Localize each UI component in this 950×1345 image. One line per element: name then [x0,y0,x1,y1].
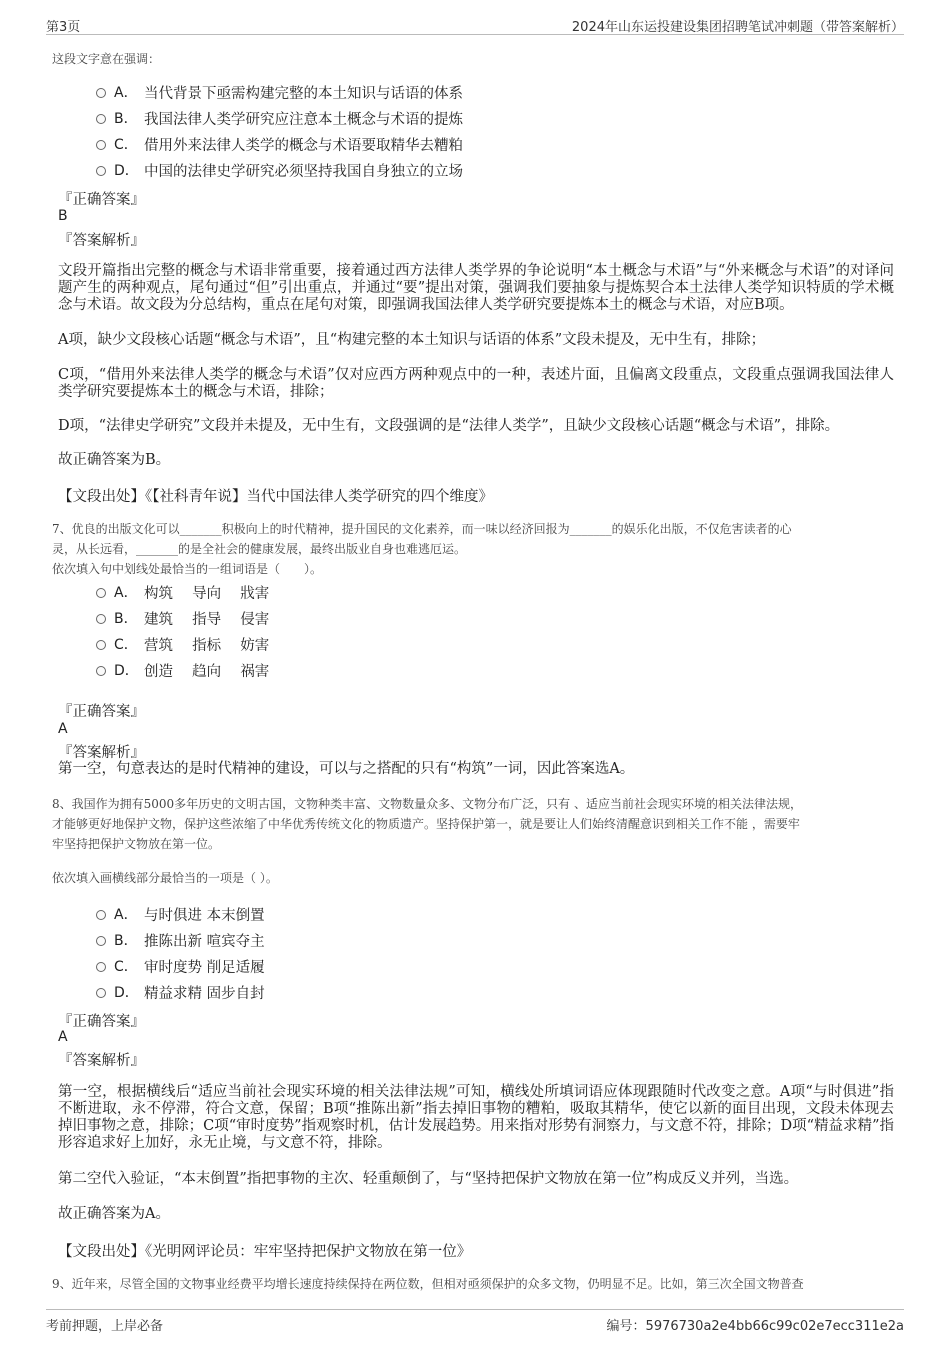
radio-button[interactable] [96,988,106,998]
answer-label: 『正确答案』 [58,1014,145,1030]
footer-slogan: 考前押题，上岸必备 [46,1319,164,1334]
q8-stem: 牢坚持把保护文物放在第一位。 [52,837,221,851]
page-footer [46,1309,904,1332]
document-title: 2024年山东运投建设集团招聘笔试冲刺题（带答案解析） [571,20,904,35]
radio-button[interactable] [96,166,106,176]
option-text: 精益求精 固步自封 [144,986,265,1002]
option-text: 创造 趋向 祸害 [144,664,270,680]
analysis-label: 『答案解析』 [58,233,145,249]
q7-prompt: 依次填入句中划线处最恰当的一组词语是（ ）。 [52,562,323,576]
option-text: 借用外来法律人类学的概念与术语要取精华去糟粕 [144,138,463,154]
answer-label: 『正确答案』 [58,192,145,208]
analysis-paragraph: C项，“借用外来法律人类学的概念与术语”仅对应西方两种观点中的一种，表述片面，且偏离文段重点，文段重点强调我国法律人类学研究要提炼本土的概念与术语，排除； [58,367,894,400]
radio-button[interactable] [96,140,106,150]
answer-value: B [58,208,68,224]
option-letter: C． [114,137,138,153]
radio-button[interactable] [96,588,106,598]
radio-button[interactable] [96,88,106,98]
page-number: 第3页 [46,20,81,35]
option-text: 我国法律人类学研究应注意本土概念与术语的提炼 [144,112,463,128]
radio-button[interactable] [96,666,106,676]
q8-stem: 8、我国作为拥有5000多年历史的文明古国，文物种类丰富、文物数量众多、文物分布广泛，只有 、适应当前社会现实环境的相关法律法规， [52,797,802,811]
analysis-paragraph: 第一空，根据横线后“适应当前社会现实环境的相关法律法规”可知，横线处所填词语应体现跟随时代改变之意。A项“与时俱进”指不断进取，永不停滞，符合文意，保留；B项“推陈出新”指去掉旧事物的糟粕，吸取其精华，使它以新的面目出现，文段未体现去掉旧事物之意，排除；C项“审时度势”指观察时机，估计发展趋势。用来指对形势有洞察力，与文意不符，排除；D项“精益求精”指形容追求好上加好，永无止境，与文意不符，排除。 [58,1084,894,1151]
source-citation: 【文段出处】《【社科青年说】当代中国法律人类学研究的四个维度》 [58,489,493,505]
option-letter: C． [114,637,138,653]
analysis-label: 『答案解析』 [58,1053,145,1069]
option-text: 中国的法律史学研究必须坚持我国自身独立的立场 [144,164,463,180]
option-text: 营筑 指标 妨害 [144,638,270,654]
radio-button[interactable] [96,614,106,624]
analysis-paragraph: 故正确答案为B。 [58,452,171,468]
option-letter: A． [114,85,138,101]
option-letter: B． [114,611,138,627]
option-text: 构筑 导向 戕害 [144,586,270,602]
source-citation: 【文段出处】《光明网评论员：牢牢坚持把保护文物放在第一位》 [58,1244,472,1260]
option-letter: D． [114,663,139,679]
radio-button[interactable] [96,962,106,972]
radio-button[interactable] [96,640,106,650]
page-header [46,14,904,35]
analysis-paragraph: A项，缺少文段核心话题“概念与术语”，且“构建完整的本土知识与话语的体系”文段未提及，无中生有，排除； [58,332,766,348]
q6-intro: 这段文字意在强调： [52,52,161,66]
answer-label: 『正确答案』 [58,704,145,720]
analysis-paragraph: 文段开篇指出完整的概念与术语非常重要，接着通过西方法律人类学界的争论说明“本土概念与术语”与“外来概念与术语”的对译问题产生的两种观点，尾句通过“但”引出重点，并通过“要”提出对策，强调我们要抽象与提炼契合本土法律人类学知识特质的学术概念与术语。故文段为分总结构，重点在尾句对策，即强调我国法律人类学研究要提炼本土的概念与术语，对应B项。 [58,263,894,313]
analysis-paragraph: D项，“法律史学研究”文段并未提及，无中生有，文段强调的是“法律人类学”，且缺少文段核心话题“概念与术语”，排除。 [58,418,840,434]
option-letter: B． [114,111,138,127]
q8-prompt: 依次填入画横线部分最恰当的一项是（ ）。 [52,871,278,885]
answer-value: A [58,721,68,737]
q7-stem: 灵，从长远看，_______的是全社会的健康发展，最终出版业自身也难逃厄运。 [52,542,467,556]
radio-button[interactable] [96,910,106,920]
option-text: 建筑 指导 侵害 [144,612,270,628]
option-letter: A． [114,585,138,601]
q7-stem: 7、优良的出版文化可以_______积极向上的时代精神，提升国民的文化素养，而一味以经济回报为_______的娱乐化出版，不仅危害读者的心 [52,522,792,536]
option-text: 推陈出新 喧宾夺主 [144,934,265,950]
analysis-paragraph: 第二空代入验证，“本末倒置”指把事物的主次、轻重颠倒了，与“坚持把保护文物放在第一位”构成反义并列，当选。 [58,1171,799,1187]
analysis-paragraph: 第一空，句意表达的是时代精神的建设，可以与之搭配的只有“构筑”一词，因此答案选A。 [58,761,635,777]
analysis-paragraph: 故正确答案为A。 [58,1206,170,1222]
option-letter: A． [114,907,138,923]
q9-stem: 9、近年来，尽管全国的文物事业经费平均增长速度持续保持在两位数，但相对亟须保护的众多文物，仍明显不足。比如，第三次全国文物普查 [52,1277,804,1291]
option-letter: D． [114,163,139,179]
option-text: 审时度势 削足适履 [144,960,265,976]
document-code: 编号：5976730a2e4bb66c99c02e7ecc311e2a [606,1319,904,1334]
option-letter: B． [114,933,138,949]
option-text: 当代背景下亟需构建完整的本土知识与话语的体系 [144,86,463,102]
option-letter: D． [114,985,139,1001]
option-letter: C． [114,959,138,975]
analysis-label: 『答案解析』 [58,745,145,761]
radio-button[interactable] [96,114,106,124]
q8-stem: 才能够更好地保护文物，保护这些浓缩了中华优秀传统文化的物质遗产。坚持保护第一，就是要让人们始终清醒意识到相关工作不能 ，需要牢 [52,817,800,831]
option-text: 与时俱进 本末倒置 [144,908,265,924]
radio-button[interactable] [96,936,106,946]
answer-value: A [58,1029,68,1045]
